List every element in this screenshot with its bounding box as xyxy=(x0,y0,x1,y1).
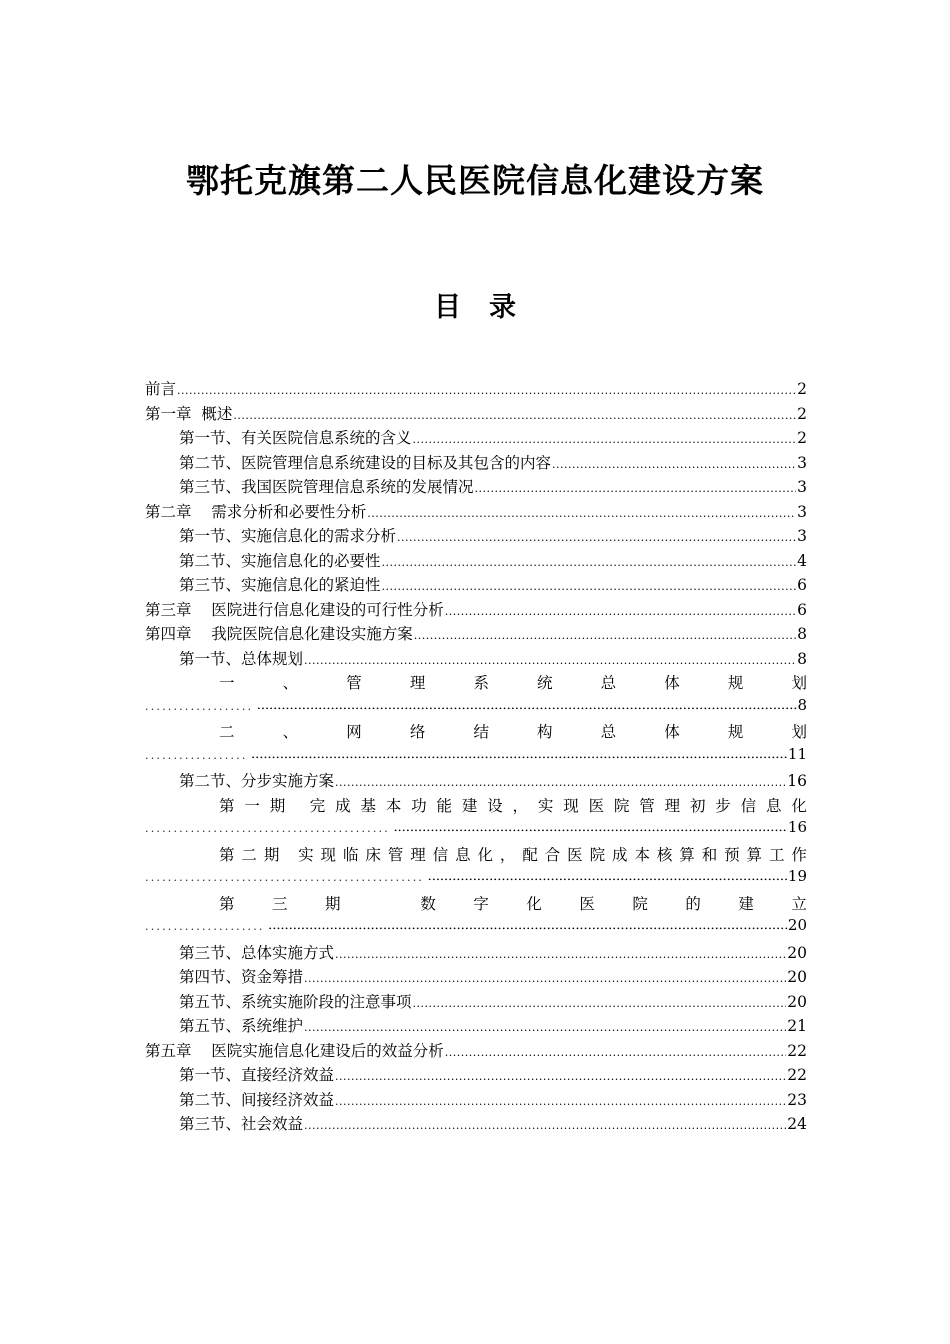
toc-title-char: 完 xyxy=(309,796,326,815)
toc-entry[interactable] xyxy=(145,1112,807,1137)
toc-title-char: 配 xyxy=(522,845,538,864)
toc-entry-page: 6 xyxy=(797,600,807,619)
toc-entry-page: 6 xyxy=(797,576,807,594)
toc-title-char: 工 xyxy=(768,845,785,864)
toc-entry[interactable] xyxy=(145,377,807,402)
toc-entry[interactable] xyxy=(145,990,807,1015)
toc-leader xyxy=(367,507,796,520)
toc-entry-page: 8 xyxy=(797,695,807,714)
toc-title-char: 信 xyxy=(432,845,449,864)
toc-leader: ........................................... xyxy=(145,822,390,835)
toc-title-char: 功 xyxy=(411,796,427,815)
toc-entry-title xyxy=(145,843,807,868)
toc-entry-title xyxy=(145,671,807,696)
toc-title-char: 管 xyxy=(387,845,404,864)
toc-title-char xyxy=(286,846,291,864)
toc-entry-title: 第一节、有关医院信息系统的含义 xyxy=(179,429,412,447)
toc-title-char: 构 xyxy=(537,723,553,741)
toc-title-char: 网 xyxy=(346,723,362,741)
toc-entry[interactable] xyxy=(145,965,807,990)
toc-title-char: 现 xyxy=(563,796,579,815)
toc-entry-page: 23 xyxy=(787,1090,807,1109)
toc-title-char: 设 xyxy=(487,796,503,815)
toc-entry[interactable] xyxy=(145,451,807,476)
toc-leader: ................... xyxy=(145,699,254,713)
toc-title-char: 统 xyxy=(537,674,553,692)
toc-leader xyxy=(177,384,796,397)
toc-title-char: 作 xyxy=(791,845,807,864)
toc-entry[interactable] xyxy=(145,1088,807,1113)
toc-leader xyxy=(304,654,796,667)
toc-title-char: 医 xyxy=(588,796,605,815)
toc-title-char: 现 xyxy=(320,845,337,864)
toc-entry-title: 第一节、直接经济效益 xyxy=(179,1066,335,1084)
toc-title-char: 初 xyxy=(689,796,706,815)
toc-title-char: 医 xyxy=(567,845,583,864)
toc-title-char: 期 xyxy=(263,845,280,864)
toc-title-char: 的 xyxy=(685,894,701,913)
toc-entry-title: 第一章 概述 xyxy=(145,404,233,423)
toc-title-char: 体 xyxy=(664,723,680,741)
toc-title-char: 总 xyxy=(600,674,617,692)
toc-title-char: 一 xyxy=(219,674,235,692)
toc-entry-title: 第三节、我国医院管理信息系统的发展情况 xyxy=(179,478,474,496)
toc-leader xyxy=(552,458,796,471)
toc-entry-page: 8 xyxy=(797,625,807,643)
toc-leader xyxy=(233,409,796,422)
toc-leader xyxy=(335,776,786,789)
toc-title-char: 实 xyxy=(298,845,314,864)
toc-title-char: 建 xyxy=(461,796,478,815)
toc-entry[interactable] xyxy=(145,500,807,525)
toc-title-char: 能 xyxy=(436,796,453,815)
toc-leader: .................. xyxy=(145,748,248,762)
toc-title-char: 预 xyxy=(724,845,740,864)
toc-title-char: 第 xyxy=(219,845,235,864)
toc-title-char: 床 xyxy=(365,845,381,864)
toc-title-char: 本 xyxy=(385,796,402,815)
toc-title-char: 息 xyxy=(765,796,782,815)
toc-title-char xyxy=(295,797,300,815)
toc-entry[interactable] xyxy=(145,1063,807,1088)
toc-title-char: 二 xyxy=(241,845,257,864)
toc-entry-title: 第五章 医院实施信息化建设后的效益分析 xyxy=(145,1041,444,1060)
toc-title-char: 院 xyxy=(632,894,648,913)
toc-title-char: 理 xyxy=(409,674,426,692)
toc-entry[interactable] xyxy=(145,622,807,647)
toc-entry[interactable] xyxy=(145,941,807,966)
toc-leader xyxy=(397,531,796,544)
toc-leader xyxy=(413,433,797,446)
toc-leader xyxy=(335,1070,786,1083)
toc-leader xyxy=(445,1046,787,1059)
toc-heading: 目录 xyxy=(434,292,544,323)
toc-entry-page: 20 xyxy=(787,992,807,1011)
toc-entry-page: 19 xyxy=(787,867,807,885)
toc-title-char: 划 xyxy=(791,674,807,692)
toc-entry[interactable] xyxy=(145,426,807,451)
toc-title-char: 化 xyxy=(477,845,493,864)
toc-entry-title: 第三节、总体实施方式 xyxy=(179,943,335,962)
toc-entry[interactable] xyxy=(145,769,807,794)
toc-entry-title xyxy=(145,720,807,745)
toc-title-char: 体 xyxy=(664,674,680,692)
toc-title-char: 本 xyxy=(634,845,650,864)
toc-entry-title: 第二章 需求分析和必要性分析 xyxy=(145,502,367,521)
toc-entry[interactable] xyxy=(145,524,807,549)
toc-title-char: 院 xyxy=(613,796,630,815)
toc-entry[interactable] xyxy=(145,647,807,672)
toc-title-char: 建 xyxy=(738,894,754,913)
toc-leader xyxy=(304,972,786,985)
toc-entry-page: 22 xyxy=(787,1041,807,1060)
toc-title-char: 核 xyxy=(656,845,673,864)
toc-leader xyxy=(475,482,797,495)
toc-entry-title: 第三节、实施信息化的紧迫性 xyxy=(179,576,381,594)
toc-leader xyxy=(304,1021,786,1034)
toc-entry[interactable] xyxy=(145,720,807,769)
toc-title-char: 步 xyxy=(715,796,731,815)
toc-leader xyxy=(382,556,797,569)
toc-leader-bold xyxy=(257,699,797,714)
toc-title-char: 期 xyxy=(269,796,286,815)
toc-entry-page: 3 xyxy=(797,478,807,496)
toc-entry[interactable] xyxy=(145,573,807,598)
toc-title-char: 划 xyxy=(791,723,807,741)
toc-title-char: 实 xyxy=(537,796,554,815)
toc-title-char: 第 xyxy=(219,796,235,815)
toc-title-char: 系 xyxy=(473,674,489,692)
toc-entry[interactable] xyxy=(145,475,807,500)
toc-title-char: 、 xyxy=(282,723,299,741)
toc-entry[interactable] xyxy=(145,892,807,941)
toc-title-char: 络 xyxy=(409,723,426,741)
toc-entry-title xyxy=(145,892,807,917)
toc-title-char: 基 xyxy=(360,796,376,815)
toc-title-char: 三 xyxy=(272,894,288,913)
toc-entry[interactable] xyxy=(145,843,807,892)
toc-leader xyxy=(304,1119,786,1132)
toc-entry[interactable] xyxy=(145,549,807,574)
toc-title-char: 和 xyxy=(701,845,718,864)
toc-title-char: 第 xyxy=(219,894,235,913)
toc-title-char: 、 xyxy=(282,674,299,692)
toc-title-char: 化 xyxy=(526,894,542,913)
toc-entry-title: 第五节、系统维护 xyxy=(179,1017,304,1035)
toc-title-char: 规 xyxy=(727,674,744,692)
toc-entry-title: 第五节、系统实施阶段的注意事项 xyxy=(179,992,412,1011)
toc-leader xyxy=(445,605,796,618)
toc-title-char: 理 xyxy=(664,796,681,815)
toc-leader: ................................................. xyxy=(145,871,425,884)
toc-title-char: 息 xyxy=(455,845,471,864)
toc-entry-title: 第四节、资金筹措 xyxy=(179,968,304,986)
toc-title-char: 总 xyxy=(600,723,617,741)
toc-title-char: 管 xyxy=(346,674,362,692)
toc-entry-page: 20 xyxy=(787,943,807,962)
toc-title-char: 数 xyxy=(420,894,436,913)
toc-title-char: 字 xyxy=(473,894,489,913)
toc-title-char: 信 xyxy=(740,796,757,815)
toc-entry-title: 第一节、总体规划 xyxy=(179,649,304,668)
toc-entry[interactable] xyxy=(145,794,807,843)
toc-title-char: 规 xyxy=(727,723,744,741)
toc-leader-bold xyxy=(394,821,788,836)
toc-entry-page: 21 xyxy=(787,1017,807,1035)
toc-entry-page: 3 xyxy=(797,527,807,545)
toc-entry-title: 第二节、实施信息化的必要性 xyxy=(179,551,381,570)
toc-title-char: 立 xyxy=(791,894,807,913)
toc-entry-title: 第二节、医院管理信息系统建设的目标及其包含的内容 xyxy=(179,453,552,472)
toc-title-char: ， xyxy=(512,796,529,815)
toc-entry-page: 3 xyxy=(797,453,807,472)
toc-entry[interactable] xyxy=(145,1014,807,1039)
toc-entry-page: 2 xyxy=(797,429,807,447)
toc-title-char: 理 xyxy=(410,845,426,864)
toc-title-char: 管 xyxy=(639,796,655,815)
toc-entry-page: 16 xyxy=(787,772,807,790)
toc-title-char: 一 xyxy=(244,796,260,815)
toc-leader-bold xyxy=(269,919,788,934)
toc-entry-title: 第二节、分步实施方案 xyxy=(179,772,335,790)
toc-entry[interactable] xyxy=(145,598,807,623)
table-of-contents xyxy=(145,377,807,1137)
toc-entry[interactable] xyxy=(145,402,807,427)
toc-entry-title: 第四章 我院医院信息化建设实施方案 xyxy=(145,625,413,643)
toc-entry-page: 20 xyxy=(787,916,807,934)
toc-title-char: 成 xyxy=(335,796,351,815)
toc-title-char: 算 xyxy=(746,845,763,864)
toc-title-char: 成 xyxy=(612,845,628,864)
toc-title-char: 临 xyxy=(342,845,359,864)
toc-entry-title: 前言 xyxy=(145,380,177,398)
toc-entry-page: 11 xyxy=(787,744,807,763)
toc-entry[interactable] xyxy=(145,1039,807,1064)
toc-leader xyxy=(382,580,797,593)
toc-entry-title: 第三节、社会效益 xyxy=(179,1115,304,1133)
toc-entry-page: 16 xyxy=(787,818,807,836)
toc-leader xyxy=(413,997,787,1010)
toc-entry-title: 第二节、间接经济效益 xyxy=(179,1090,335,1109)
toc-title-char: ， xyxy=(499,845,516,864)
toc-leader-bold xyxy=(428,870,788,885)
toc-entry-page: 8 xyxy=(797,649,807,668)
document-title: 鄂托克旗第二人民医院信息化建设方案 xyxy=(186,161,764,200)
toc-title-char: 二 xyxy=(219,723,235,741)
toc-leader: ..................... xyxy=(145,920,265,933)
toc-entry-title: 第三章 医院进行信息化建设的可行性分析 xyxy=(145,600,444,619)
toc-title-char: 院 xyxy=(589,845,606,864)
toc-entry-title: 第一节、实施信息化的需求分析 xyxy=(179,527,397,545)
toc-entry-page: 22 xyxy=(787,1066,807,1084)
toc-entry-page: 2 xyxy=(797,380,807,398)
toc-entry[interactable] xyxy=(145,671,807,720)
toc-title-char: 期 xyxy=(325,894,341,913)
toc-entry-page: 4 xyxy=(797,551,807,570)
toc-title-char: 医 xyxy=(579,894,595,913)
toc-entry-page: 3 xyxy=(797,502,807,521)
toc-entry-page: 24 xyxy=(787,1115,807,1133)
toc-entry-title xyxy=(145,794,807,819)
toc-entry-page: 2 xyxy=(797,404,807,423)
toc-entry-page: 20 xyxy=(787,968,807,986)
toc-title-char xyxy=(378,895,383,913)
toc-title-char: 化 xyxy=(791,796,807,815)
toc-leader xyxy=(335,1095,786,1108)
toc-title-char: 合 xyxy=(544,845,561,864)
toc-title-char: 算 xyxy=(679,845,695,864)
toc-title-char: 结 xyxy=(473,723,489,741)
toc-leader xyxy=(414,629,796,642)
toc-leader-bold xyxy=(252,748,788,763)
toc-leader xyxy=(335,948,786,961)
